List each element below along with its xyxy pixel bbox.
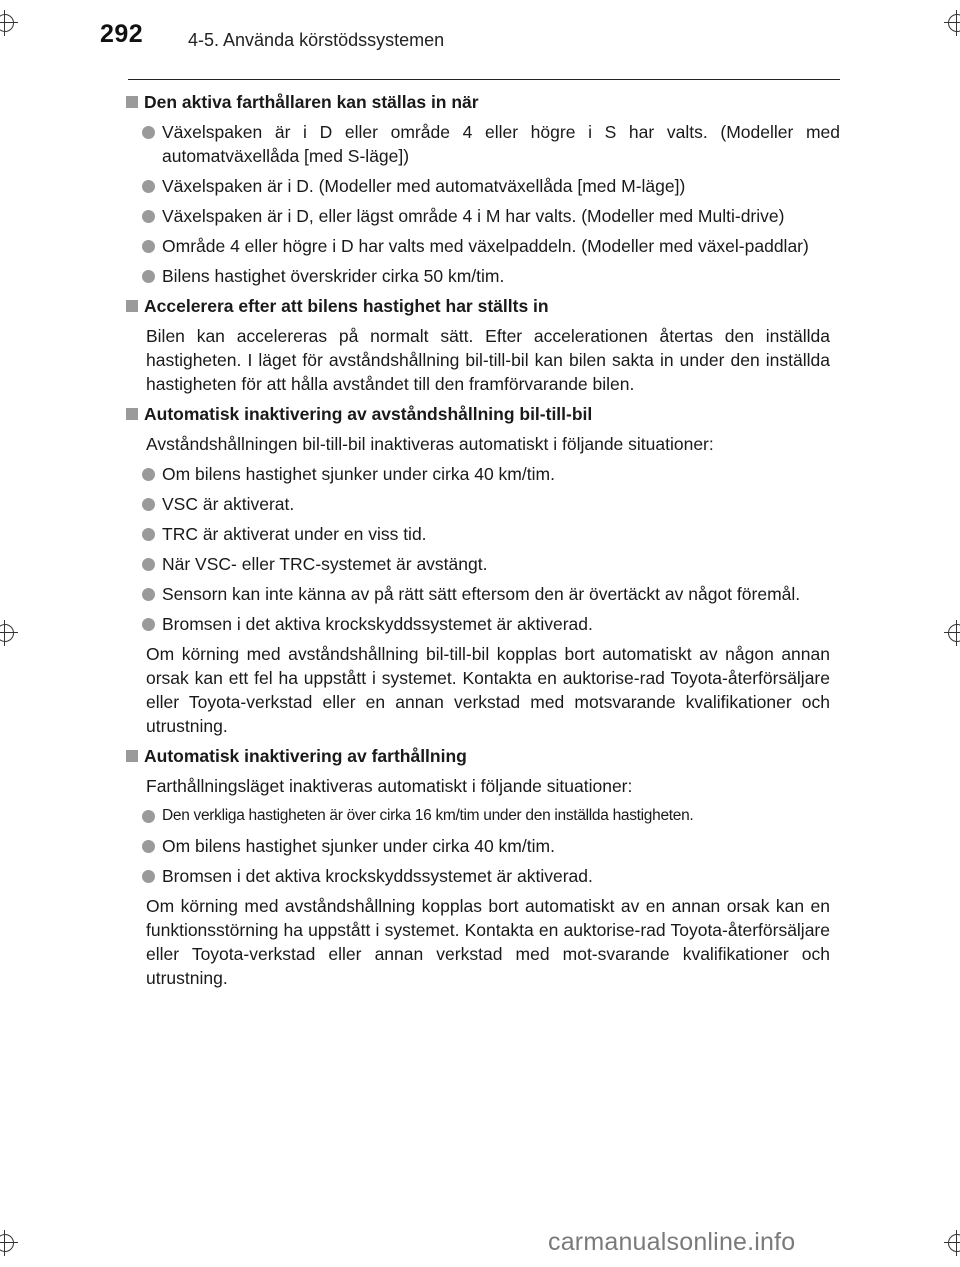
round-bullet-icon <box>142 180 155 193</box>
list-item: När VSC- eller TRC-systemet är avstängt. <box>126 552 840 576</box>
round-bullet-icon <box>142 240 155 253</box>
crop-mark-icon <box>944 10 960 36</box>
section-title: Accelerera efter att bilens hastighet har ställts in <box>126 294 840 318</box>
round-bullet-icon <box>142 870 155 883</box>
square-bullet-icon <box>126 96 138 108</box>
list-item: Om bilens hastighet sjunker under cirka 40 km/tim. <box>126 462 840 486</box>
square-bullet-icon <box>126 750 138 762</box>
page-number: 292 <box>100 20 144 48</box>
page-content <box>126 90 840 996</box>
list-item: Bromsen i det aktiva krockskyddssystemet är aktiverad. <box>126 864 840 888</box>
list-item: Bromsen i det aktiva krockskyddssystemet är aktiverad. <box>126 612 840 636</box>
list-item: Den verkliga hastigheten är över cirka 16 km/tim under den inställda hastigheten. <box>126 804 840 828</box>
section-title: Automatisk inaktivering av avståndshållning bil-till-bil <box>126 402 840 426</box>
round-bullet-icon <box>142 810 155 823</box>
section-title: Automatisk inaktivering av farthållning <box>126 744 840 768</box>
watermark: carmanualsonline.info <box>548 1228 796 1256</box>
list-item: Om bilens hastighet sjunker under cirka 40 km/tim. <box>126 834 840 858</box>
list-item: Växelspaken är i D. (Modeller med automatväxellåda [med M-läge]) <box>126 174 840 198</box>
crop-mark-icon <box>944 620 960 646</box>
square-bullet-icon <box>126 408 138 420</box>
list-item: Bilens hastighet överskrider cirka 50 km/tim. <box>126 264 840 288</box>
section-intro: Avståndshållningen bil-till-bil inaktiveras automatiskt i följande situationer: <box>146 434 714 454</box>
round-bullet-icon <box>142 498 155 511</box>
crop-mark-icon <box>0 620 18 646</box>
list-item: TRC är aktiverat under en viss tid. <box>126 522 840 546</box>
crop-mark-icon <box>944 1230 960 1256</box>
list-item: VSC är aktiverat. <box>126 492 840 516</box>
list-item: Sensorn kan inte känna av på rätt sätt eftersom den är övertäckt av något föremål. <box>126 582 840 606</box>
list-item: Växelspaken är i D, eller lägst område 4 i M har valts. (Modeller med Multi-drive) <box>126 204 840 228</box>
header-divider <box>128 79 840 80</box>
round-bullet-icon <box>142 528 155 541</box>
body-paragraph: Bilen kan accelereras på normalt sätt. Efter accelerationen återtas den inställda hastigheten. I läget för avståndshållning bil-till-bil kan bilen sakta in under den inställda hastigheten för att hålla avståndet till den framförvarande bilen. <box>146 326 830 394</box>
round-bullet-icon <box>142 840 155 853</box>
round-bullet-icon <box>142 126 155 139</box>
list-item: Område 4 eller högre i D har valts med växelpaddeln. (Modeller med växel-paddlar) <box>126 234 840 258</box>
chapter-header: 4-5. Använda körstödssystemen <box>188 30 445 50</box>
round-bullet-icon <box>142 618 155 631</box>
square-bullet-icon <box>126 300 138 312</box>
section-title: Den aktiva farthållaren kan ställas in när <box>126 90 840 114</box>
section-intro: Farthållningsläget inaktiveras automatiskt i följande situationer: <box>146 776 633 796</box>
crop-mark-icon <box>0 1230 18 1256</box>
body-paragraph: Om körning med avståndshållning kopplas bort automatiskt av en annan orsak kan en funktionsstörning ha uppstått i systemet. Kontakta en auktorise-rad Toyota-återförsäljare eller Toyota-verkstad eller annan verkstad med mot-svarande kvalifikationer och utrustning. <box>146 896 830 988</box>
list-item: Växelspaken är i D eller område 4 eller högre i S har valts. (Modeller med automatväxellåda [med S-läge]) <box>126 120 840 168</box>
round-bullet-icon <box>142 210 155 223</box>
round-bullet-icon <box>142 468 155 481</box>
round-bullet-icon <box>142 588 155 601</box>
body-paragraph: Om körning med avståndshållning bil-till-bil kopplas bort automatiskt av någon annan orsak kan ett fel ha uppstått i systemet. Kontakta en auktorise-rad Toyota-återförsäljare eller Toyota-verkstad eller en annan verkstad med motsvarande kvalifikationer och utrustning. <box>146 644 830 736</box>
round-bullet-icon <box>142 270 155 283</box>
round-bullet-icon <box>142 558 155 571</box>
crop-mark-icon <box>0 10 18 36</box>
